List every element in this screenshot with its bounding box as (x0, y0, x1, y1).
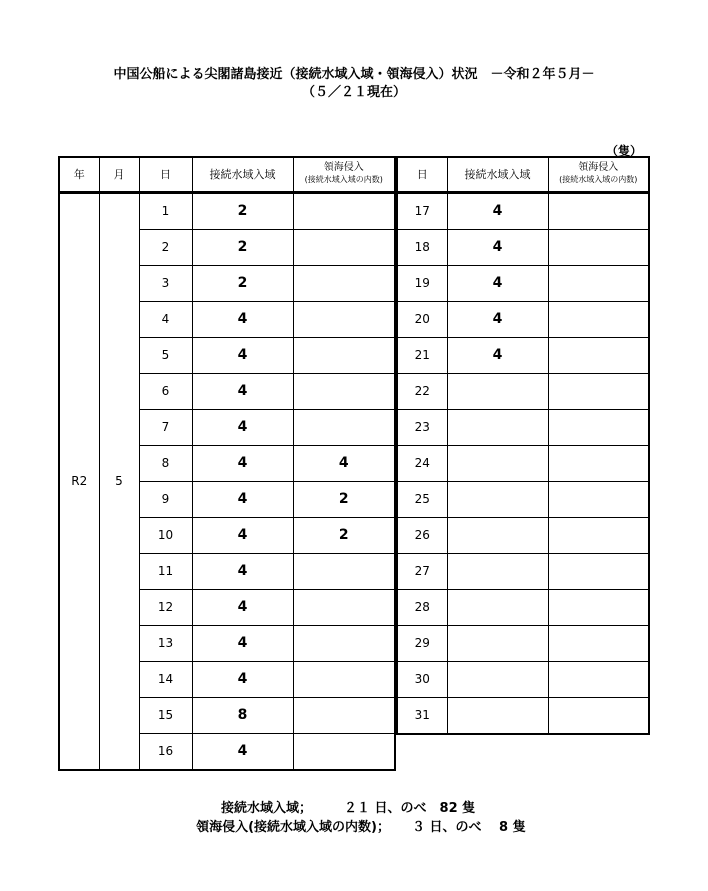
territorial-cell (293, 373, 395, 409)
contiguous-cell: 4 (192, 445, 293, 481)
table-row (397, 373, 649, 409)
territorial-cell (548, 229, 649, 265)
table-row (397, 697, 649, 734)
day-cell: 13 (139, 625, 192, 661)
table-row (397, 553, 649, 589)
header-contiguous: 接続水域入域 (192, 157, 293, 192)
day-cell: 10 (139, 517, 192, 553)
territorial-cell (293, 697, 395, 733)
territorial-cell (548, 192, 649, 229)
contiguous-cell (447, 481, 548, 517)
contiguous-cell (447, 409, 548, 445)
day-cell: 27 (397, 553, 447, 589)
day-cell: 11 (139, 553, 192, 589)
day-cell: 6 (139, 373, 192, 409)
territorial-cell (293, 625, 395, 661)
day-cell: 25 (397, 481, 447, 517)
territorial-cell: 2 (293, 517, 395, 553)
month-cell: 5 (99, 192, 139, 770)
territorial-cell (293, 733, 395, 770)
table-row (397, 229, 649, 265)
territorial-cell: 2 (293, 481, 395, 517)
day-cell: 8 (139, 445, 192, 481)
territorial-cell (293, 409, 395, 445)
day-cell: 26 (397, 517, 447, 553)
contiguous-cell: 4 (447, 229, 548, 265)
year-cell: R2 (59, 192, 99, 770)
territorial-cell (293, 337, 395, 373)
table-row (397, 301, 649, 337)
territorial-cell (548, 517, 649, 553)
summary-contiguous-label: 接続水域入域； (220, 801, 312, 816)
header-day: 日 (139, 157, 192, 192)
territorial-cell (548, 481, 649, 517)
header-year: 年 (59, 157, 99, 192)
contiguous-cell: 4 (192, 373, 293, 409)
day-cell: 3 (139, 265, 192, 301)
table-row (397, 265, 649, 301)
contiguous-cell (447, 697, 548, 734)
table-left (58, 156, 396, 771)
contiguous-cell: 4 (447, 301, 548, 337)
table-row (397, 625, 649, 661)
header-month: 月 (99, 157, 139, 192)
territorial-cell (548, 625, 649, 661)
contiguous-cell: 4 (192, 553, 293, 589)
day-cell: 7 (139, 409, 192, 445)
day-cell: 14 (139, 661, 192, 697)
day-cell: 23 (397, 409, 447, 445)
table-row (397, 589, 649, 625)
contiguous-cell: 4 (192, 517, 293, 553)
header-territorial-main-right: 領海侵入 (578, 162, 619, 174)
day-cell: 22 (397, 373, 447, 409)
contiguous-cell: 2 (192, 229, 293, 265)
day-cell: 16 (139, 733, 192, 770)
contiguous-cell: 4 (192, 409, 293, 445)
territorial-cell (293, 301, 395, 337)
territorial-cell (548, 409, 649, 445)
territorial-cell (548, 661, 649, 697)
day-cell: 18 (397, 229, 447, 265)
territorial-cell (548, 445, 649, 481)
day-cell: 2 (139, 229, 192, 265)
contiguous-cell: 4 (192, 301, 293, 337)
day-cell: 12 (139, 589, 192, 625)
table-right (396, 156, 650, 735)
day-cell: 4 (139, 301, 192, 337)
contiguous-cell: 4 (447, 337, 548, 373)
contiguous-cell (447, 553, 548, 589)
contiguous-cell (447, 661, 548, 697)
contiguous-cell: 4 (447, 192, 548, 229)
table-row (59, 192, 395, 229)
summary-contiguous-value: ２１ 日、のべ 82 隻 (344, 801, 476, 816)
day-cell: 15 (139, 697, 192, 733)
title-line-2: （５／２１現在） (301, 85, 406, 100)
contiguous-cell (447, 625, 548, 661)
table-row (397, 409, 649, 445)
day-cell: 9 (139, 481, 192, 517)
contiguous-cell: 4 (192, 337, 293, 373)
day-cell: 30 (397, 661, 447, 697)
day-cell: 17 (397, 192, 447, 229)
contiguous-cell: 4 (192, 661, 293, 697)
header-territorial-sub-right: (接続水域入域の内数) (559, 175, 638, 185)
territorial-cell (548, 589, 649, 625)
summary-territorial-value: ３ 日、のべ 8 隻 (412, 820, 526, 835)
contiguous-cell: 2 (192, 265, 293, 301)
table-row (397, 481, 649, 517)
header-territorial-sub: (接続水域入域の内数) (304, 175, 383, 185)
contiguous-cell: 4 (192, 625, 293, 661)
contiguous-cell: 4 (192, 481, 293, 517)
territorial-cell (548, 373, 649, 409)
territorial-cell (548, 697, 649, 734)
table-right-header (397, 157, 649, 192)
document-title (0, 66, 708, 102)
contiguous-cell: 8 (192, 697, 293, 733)
day-cell: 19 (397, 265, 447, 301)
table-row (397, 337, 649, 373)
territorial-cell (293, 229, 395, 265)
day-cell: 5 (139, 337, 192, 373)
territorial-cell (293, 553, 395, 589)
day-cell: 29 (397, 625, 447, 661)
territorial-cell (548, 265, 649, 301)
territorial-cell (293, 265, 395, 301)
territorial-cell (293, 661, 395, 697)
contiguous-cell (447, 589, 548, 625)
table-row (397, 192, 649, 229)
territorial-cell (293, 192, 395, 229)
header-day-right: 日 (397, 157, 447, 192)
summary-territorial-label: 領海侵入(接続水域入域の内数)； (196, 820, 390, 835)
header-territorial-right (548, 157, 649, 192)
title-line-1: 中国公船による尖閣諸島接近（接続水域入域・領海侵入）状況 －令和２年５月－ (113, 67, 595, 82)
table-row (397, 517, 649, 553)
table-row (397, 445, 649, 481)
territorial-cell: 4 (293, 445, 395, 481)
unit-label: （隻） (606, 144, 643, 158)
contiguous-cell: 4 (192, 733, 293, 770)
day-cell: 31 (397, 697, 447, 734)
header-territorial (293, 157, 395, 192)
contiguous-cell (447, 517, 548, 553)
contiguous-cell (447, 445, 548, 481)
contiguous-cell: 4 (192, 589, 293, 625)
day-cell: 28 (397, 589, 447, 625)
day-cell: 1 (139, 192, 192, 229)
day-cell: 24 (397, 445, 447, 481)
table-row (397, 661, 649, 697)
table-left-header (59, 157, 395, 192)
territorial-cell (548, 337, 649, 373)
day-cell: 21 (397, 337, 447, 373)
territorial-cell (548, 301, 649, 337)
contiguous-cell (447, 373, 548, 409)
header-contiguous-right: 接続水域入域 (447, 157, 548, 192)
contiguous-cell: 2 (192, 192, 293, 229)
territorial-cell (548, 553, 649, 589)
header-territorial-main: 領海侵入 (323, 162, 364, 174)
contiguous-cell: 4 (447, 265, 548, 301)
territorial-cell (293, 589, 395, 625)
day-cell: 20 (397, 301, 447, 337)
